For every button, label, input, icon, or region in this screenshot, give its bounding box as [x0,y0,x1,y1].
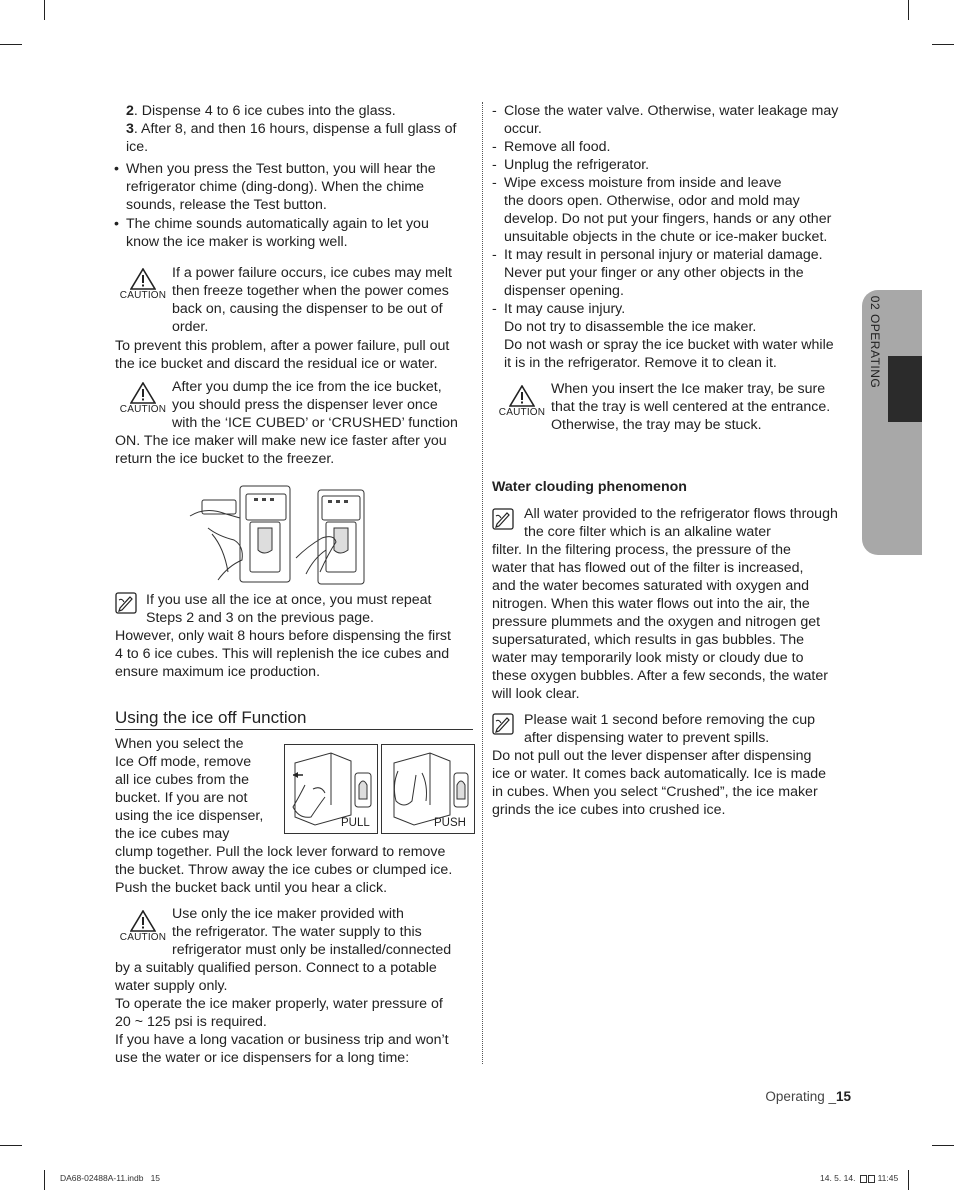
note-icon [115,592,137,614]
water-clouding-text: filter. In the filtering process, the pressure of the water that has flowed out of the filter is increased, and the water becomes saturated with oxygen and nitrogen. When this water flows out into the air, the pressure plummets and the oxygen and nitrogen get supersaturated, which results in gas bubbles. The water may temporarily look misty or cloudy due to these oxygen bubbles. After a few seconds, the water will look clear. [492,542,828,702]
note-icon [492,508,514,530]
date-info: 14. 5. 14. 11:45 [820,1173,899,1183]
file-info: DA68-02488A-11.indb 15 [60,1173,161,1183]
ice-off-narrow-text: When you select the Ice Off mode, remove all ice cubes from the bucket. If you are not using the ice dispenser, the ice cubes may [115,736,264,842]
power-failure-advice: To prevent this problem, after a power failure, pull out the ice bucket and discard the residual ice or water. [115,338,450,372]
section-title: Using the ice off Function [115,708,307,727]
bullet-dot: • [114,216,119,232]
bullet-dot: • [114,161,119,177]
caution-icon: CAUTION [496,385,548,418]
glyph-box-icon [860,1175,867,1183]
pull-figure [284,744,378,834]
caution-icon: CAUTION [117,910,169,943]
side-tab-active [888,356,922,422]
dash-mark: - [492,175,497,191]
ice-maker-install-after: by a suitably qualified person. Connect to a potable water supply only. To operate the ice maker properly, water pressure of 20 ~ 125 psi is required. If you have a long vacation or business trip and won’t use the water or ice dispensers for a long time: [115,960,449,1066]
lever-dispenser-text: Do not pull out the lever dispenser after dispensing ice or water. It comes back automatically. Ice is made in cubes. When you select “Crushed”, the ice maker grinds the ice cubes into crushed ice. [492,748,827,818]
bullet-test-button: When you press the Test button, you will hear the refrigerator chime (ding-dong). When the chime sounds, release the Test button. [126,161,436,213]
dash-mark: - [492,139,497,155]
step-3: 3. After 8, and then 16 hours, dispense a full glass of ice. [126,121,457,155]
side-tab-label: 02 OPERATING [868,295,882,389]
vacation-step-unplug: Unplug the refrigerator. [504,157,650,173]
dash-mark: - [492,301,497,317]
note-use-all-ice: If you use all the ice at once, you must repeat Steps 2 and 3 on the previous page. [146,592,432,626]
dash-mark: - [492,247,497,263]
step-2: 2. Dispense 4 to 6 ice cubes into the glass. [126,103,396,119]
caution-icon: CAUTION [117,382,169,415]
column-divider [482,102,483,1064]
vacation-step-injury-damage: It may result in personal injury or material damage. Never put your finger or any other objects in the dispenser opening. [504,247,823,299]
bullet-chime: The chime sounds automatically again to let you know the ice maker is working well. [126,216,429,250]
caution-ice-maker-install: Use only the ice maker provided with the refrigerator. The water supply to this refrigerator must only be installed/connected [172,906,452,958]
push-figure [381,744,475,834]
caution-icon: CAUTION [117,268,169,301]
vacation-step-wipe: Wipe excess moisture from inside and leave the doors open. Otherwise, odor and mold may develop. Do not put your fingers, hands or any other unsuitable objects in the chute or ice-maker bucket. [504,175,832,245]
section-rule [115,729,473,730]
ice-off-wide-text: clump together. Pull the lock lever forward to remove the bucket. Throw away the ice cubes or clumped ice. Push the bucket back until you hear a click. [115,844,453,896]
dump-ice-advice: ON. The ice maker will make new ice faster after you return the ice bucket to the freezer. [115,433,447,467]
note-icon [492,713,514,735]
vacation-step-injury: It may cause injury. Do not try to disassemble the ice maker. Do not wash or spray the ice bucket with water while it is in the refrigerator. Remove it to clean it. [504,301,834,371]
note-water-filter: All water provided to the refrigerator flows through the core filter which is an alkaline water [524,506,838,540]
dispenser-illustration [188,476,378,588]
caution-ice-maker-tray: When you insert the Ice maker tray, be sure that the tray is well centered at the entrance. Otherwise, the tray may be stuck. [551,381,831,433]
push-label: PUSH [434,817,466,829]
glyph-box-icon [868,1175,875,1183]
note-use-all-ice-after: However, only wait 8 hours before dispensing the first 4 to 6 ice cubes. This will replenish the ice cubes and ensure maximum ice production. [115,628,451,680]
vacation-step-water-valve: Close the water valve. Otherwise, water leakage may occur. [504,103,839,137]
water-clouding-heading: Water clouding phenomenon [492,479,687,495]
dash-mark: - [492,157,497,173]
page-footer: Operating _15 [765,1089,851,1104]
pull-label: PULL [341,817,370,829]
caution-dump-ice: After you dump the ice from the ice bucket, you should press the dispenser lever once with the ‘ICE CUBED’ or ‘CRUSHED’ function [172,379,458,431]
dash-mark: - [492,103,497,119]
note-wait-cup: Please wait 1 second before removing the cup after dispensing water to prevent spills. [524,712,816,746]
vacation-step-remove-food: Remove all food. [504,139,611,155]
caution-power-failure: If a power failure occurs, ice cubes may melt then freeze together when the power comes back on, causing the dispenser to be out of order. [172,265,452,335]
